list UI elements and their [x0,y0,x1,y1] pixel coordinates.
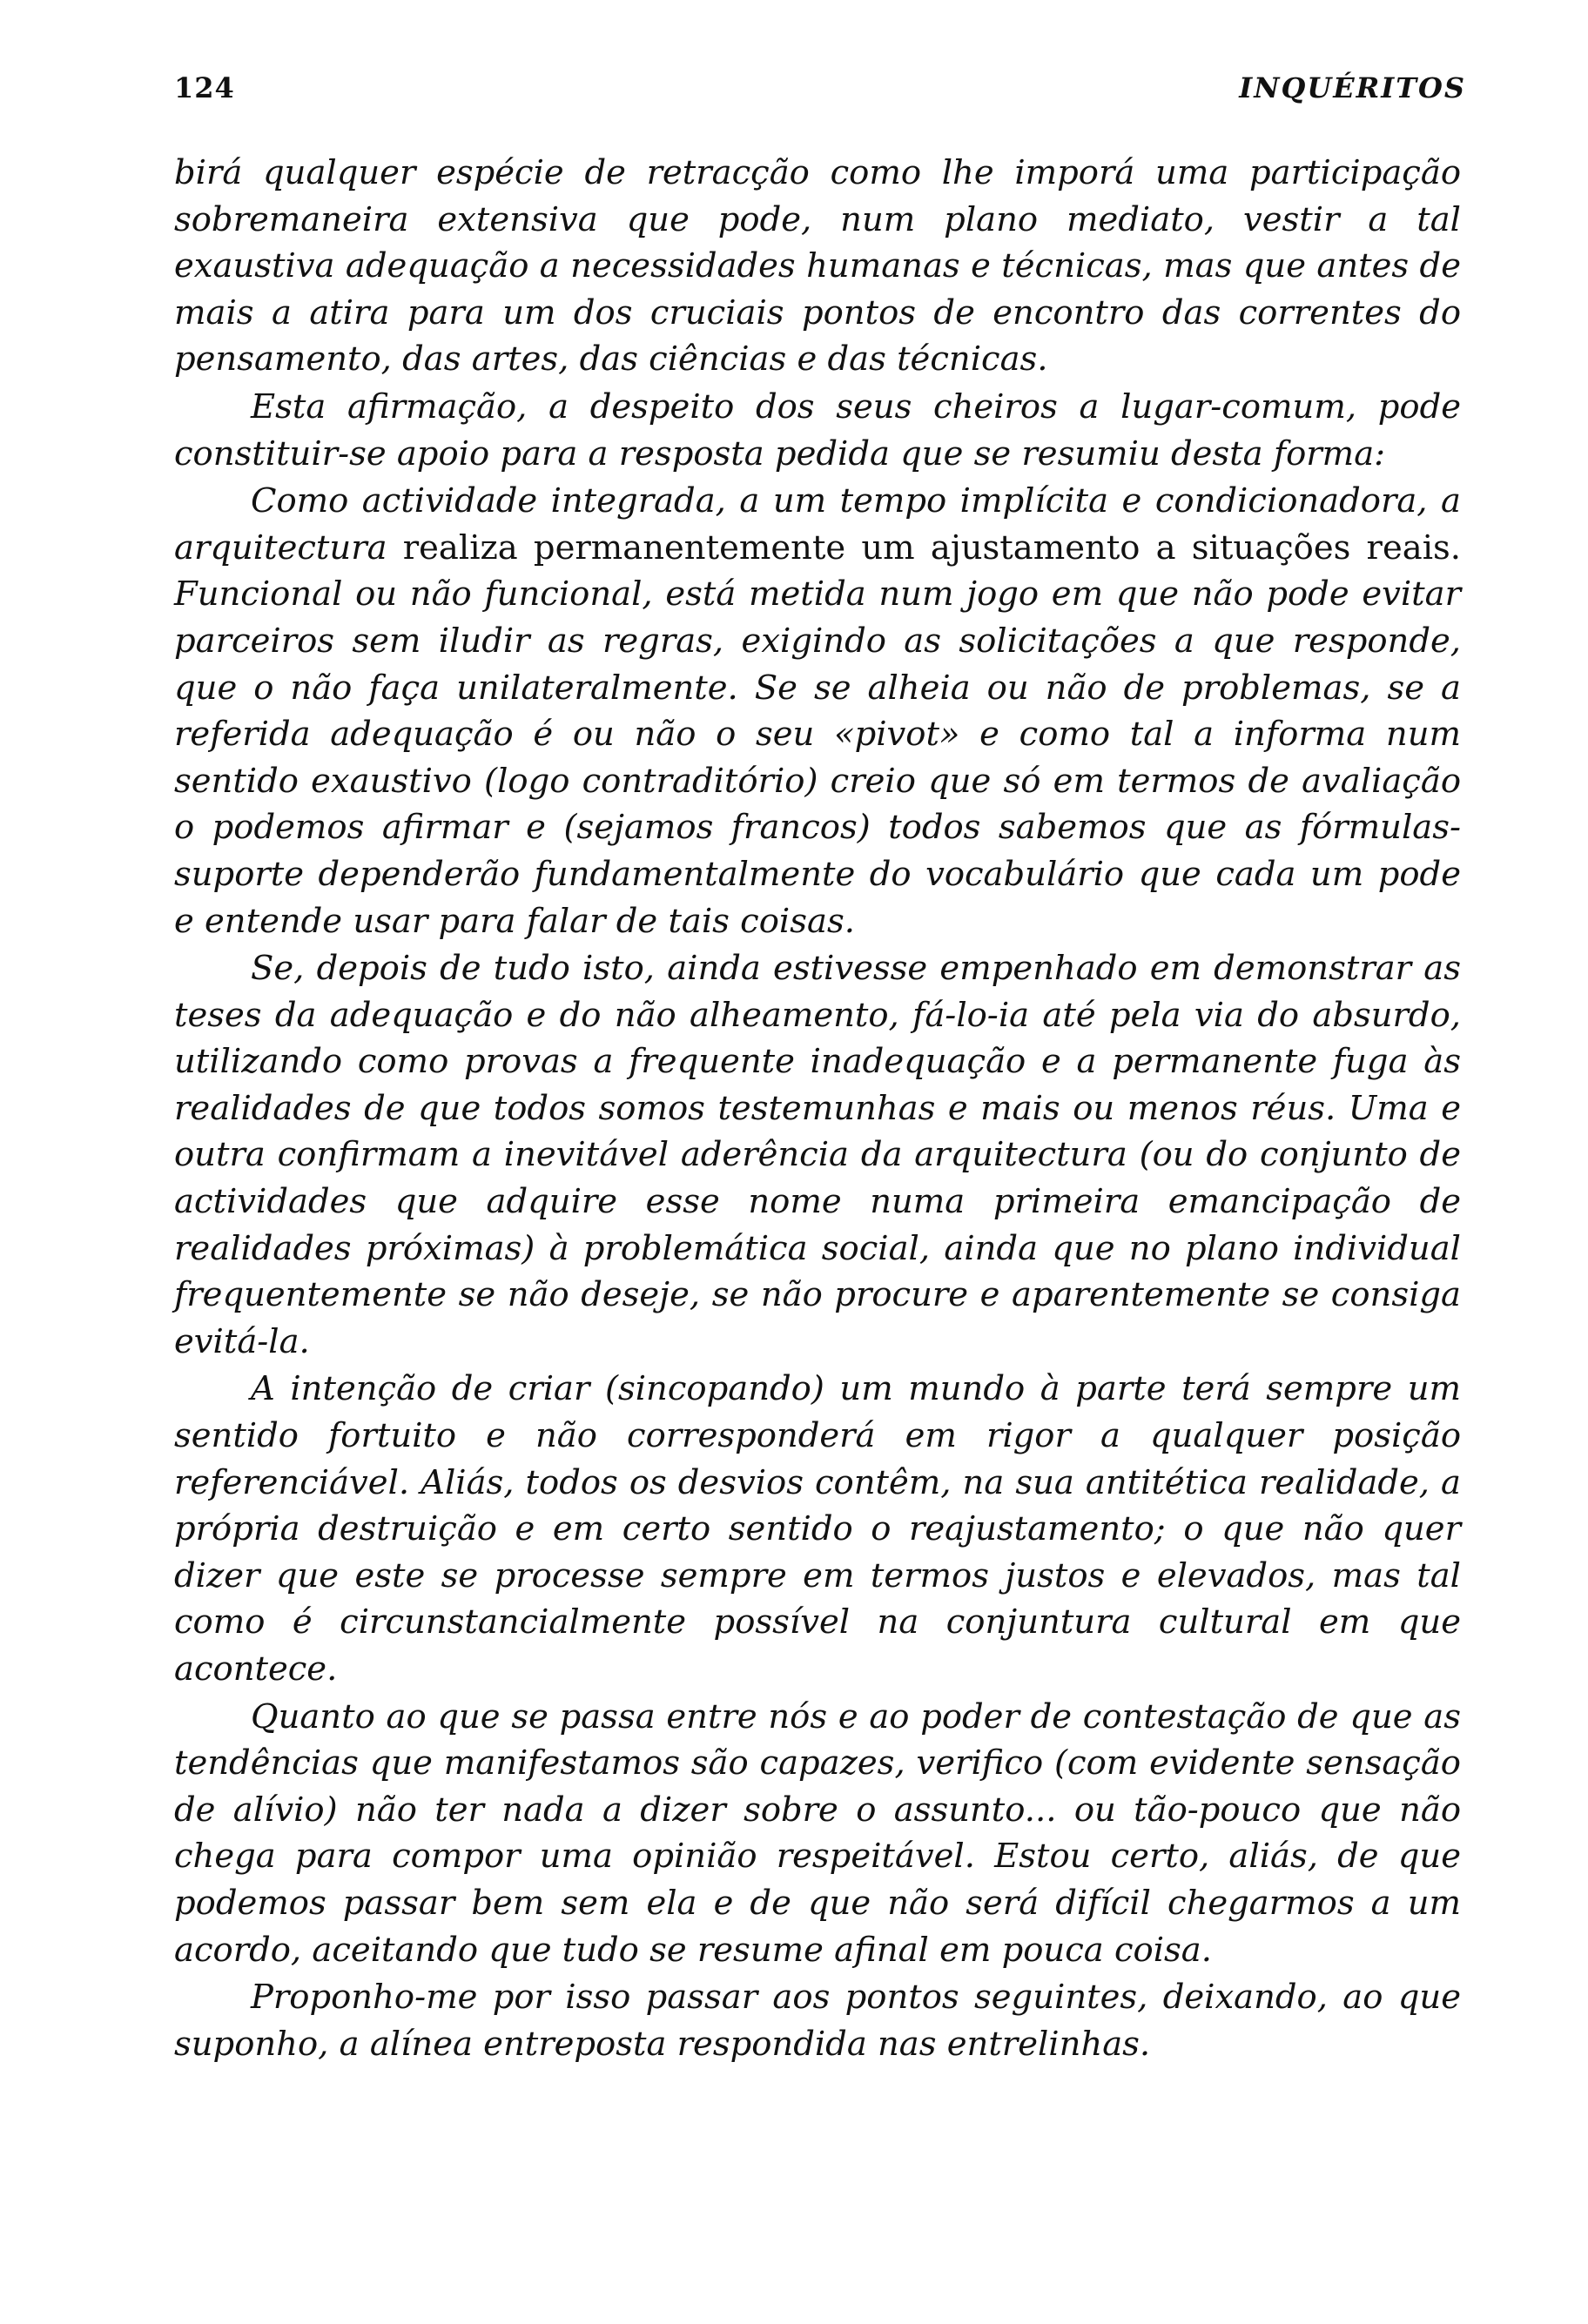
page-header [174,71,1466,115]
paragraph-5 [174,1366,1461,1692]
paragraph-7-text: Proponho-me por isso passar aos pontos seguintes, deixando, ao que suponho, a alínea entreposta respondida nas entrelinhas. [174,1978,1461,2064]
paragraph-2 [174,384,1461,477]
paragraph-3-text-a: Como actividade integrada, a um tempo implícita e condicionadora, a arquitectura [174,481,1461,568]
paragraph-1 [174,150,1461,383]
paragraph-3-text-b: Funcional ou não funcional, está metida num jogo em que não pode evitar parceiros sem iludir as regras, exigindo as solicitações a que responde, que o não faça unilateralmente. Se se alheia ou não de problemas, se a referida adequação é ou não o seu «pivot» e como tal a informa num sentido exaustivo (logo contraditório) creio que só em termos de avaliação o podemos afirmar e (sejamos francos) todos sabemos que as fórmulas-suporte dependerão fundamentalmente do vocabulário que cada um pode e entende usar para falar de tais coisas. [174,574,1461,941]
paragraph-3 [174,478,1461,944]
running-head: INQUÉRITOS [1239,71,1466,104]
body-text [174,150,1461,2067]
paragraph-3-roman-text: realiza permanentemente um ajustamento a situações reais. [387,527,1461,568]
paragraph-6 [174,1694,1461,1974]
paragraph-4 [174,945,1461,1365]
paragraph-4-text: Se, depois de tudo isto, ainda estivesse empenhado em demonstrar as teses da adequação e do não alheamento, fá-lo-ia até pela via do absurdo, utilizando como provas a frequente inadequação e a permanente fuga às realidades de que todos somos testemunhas e mais ou menos réus. Uma e outra confirmam a inevitável aderência da arquitectura (ou do conjunto de actividades que adquire esse nome numa primeira emancipação de realidades próximas) à problemática social, ainda que no plano individual frequentemente se não deseje, se não procure e aparentemente se consiga evitá-la. [174,949,1461,1361]
page-number: 124 [174,71,235,104]
paragraph-1-text: birá qualquer espécie de retracção como lhe imporá uma participação sobremaneira extensiva que pode, num plano mediato, vestir a tal exaustiva adequação a necessidades humanas e técnicas, mas que antes de mais a atira para um dos cruciais pontos de encontro das correntes do pensamento, das artes, das ciências e das técnicas. [174,153,1461,379]
paragraph-6-text: Quanto ao que se passa entre nós e ao poder de contestação de que as tendências que manifestamos são capazes, verifico (com evidente sensação de alívio) não ter nada a dizer sobre o assunto... ou tão-pouco que não chega para compor uma opinião respeitável. Estou certo, aliás, de que podemos passar bem sem ela e de que não será difícil chegarmos a um acordo, aceitando que tudo se resume afinal em pouca coisa. [174,1696,1461,1970]
paragraph-5-text: A intenção de criar (sincopando) um mundo à parte terá sempre um sentido fortuito e não corresponderá em rigor a qualquer posição referenciável. Aliás, todos os desvios contêm, na sua antitética realidade, a própria destruição e em certo sentido o reajustamento; o que não quer dizer que este se processe sempre em termos justos e elevados, mas tal como é circunstancialmente possível na conjuntura cultural em que acontece. [174,1369,1461,1689]
paragraph-7 [174,1974,1461,2067]
paragraph-2-text: Esta afirmação, a despeito dos seus cheiros a lugar-comum, pode constituir-se apoio para a resposta pedida que se resumiu desta forma: [174,386,1461,474]
